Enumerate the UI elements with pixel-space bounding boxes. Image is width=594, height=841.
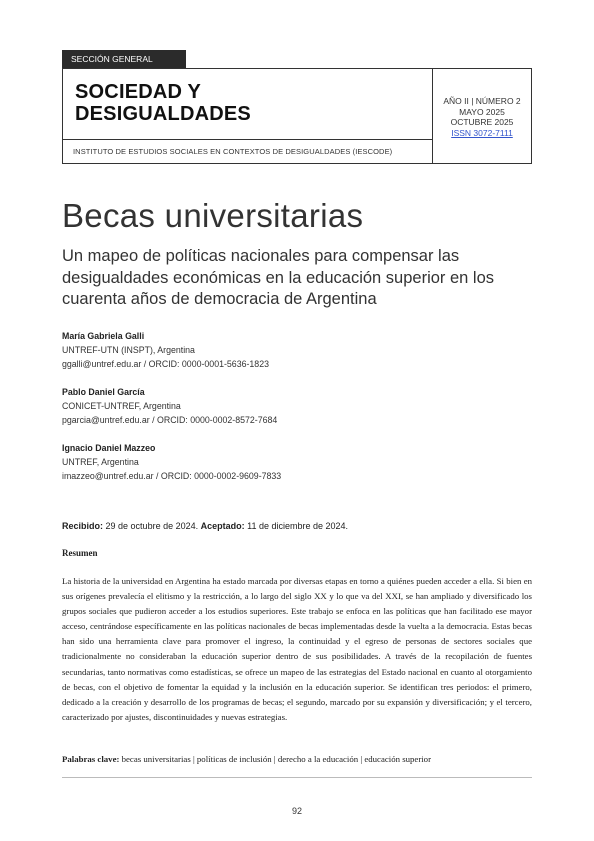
author-name: Pablo Daniel García <box>62 387 145 397</box>
author-name: María Gabriela Galli <box>62 331 145 341</box>
author-block <box>62 385 532 427</box>
accepted-label: Aceptado: <box>200 521 245 531</box>
page-number: 92 <box>291 806 302 816</box>
author-affiliation: UNTREF, Argentina <box>62 457 139 467</box>
author-affiliation: CONICET-UNTREF, Argentina <box>62 401 181 411</box>
author-contact: imazzeo@untref.edu.ar / ORCID: 0000-0002-9609-7833 <box>62 471 282 481</box>
author-contact: pgarcia@untref.edu.ar / ORCID: 0000-0002-8572-7684 <box>62 415 278 425</box>
journal-title <box>75 81 415 125</box>
keywords <box>62 754 532 764</box>
article-title: Becas universitarias <box>62 197 364 234</box>
author-list <box>62 329 532 497</box>
accepted-date: 11 de diciembre de 2024. <box>247 521 349 531</box>
subtitle-line: desigualdades económicas en la educación superior en los <box>62 268 495 287</box>
author-affiliation: UNTREF-UTN (INSPT), Argentina <box>62 345 195 355</box>
journal-title-line: SOCIEDAD Y <box>75 81 202 103</box>
keywords-label: Palabras clave: <box>62 754 120 764</box>
subtitle-line: Un mapeo de políticas nacionales para compensar las <box>62 247 460 265</box>
issue-date-line: OCTUBRE 2025 <box>450 117 514 127</box>
header-divider-horizontal <box>63 139 432 140</box>
subtitle-line: cuarenta años de democracia de Argentina <box>62 290 377 308</box>
abstract-heading: Resumen <box>62 548 98 558</box>
issn-link[interactable]: ISSN 3072-7111 <box>451 127 513 138</box>
author-block <box>62 329 532 371</box>
journal-header-box <box>62 68 532 164</box>
footer-divider <box>62 777 532 778</box>
received-date: 29 de octubre de 2024. <box>105 521 199 531</box>
abstract-text: La historia de la universidad en Argentina ha estado marcada por diversas etapas en torno a quiénes pueden acceder a ella. Si bien en sus orígenes prevalecía el elitismo y la restricción, a lo largo del siglo XX y lo que va del XXI, se han ampliado y diversificado los grupos sociales que pudieron acceder a los estudios superiores. Este trabajo se enfoca en las políticas que han facilitado ese mayor acceso, centrándose específicamente en las políticas nacionales de becas implementadas desde la vuelta a la democracia. Estas becas han sido una herramienta clave para promover el ingreso, la continuidad y el egreso de personas de sectores sociales que tradicionalmente no consideraban la educación superior dentro de sus posibilidades. A través de la recopilación de fuentes secundarias, tanto normativas como estadísticas, se ofrece un mapeo de las estrategias del Estado nacional en cuanto al otorgamiento de becas, con el objetivo de fomentar la equidad y la inclusión en la educación superior. Se identifican tres periodos: el primero, dedicado a la creación y desarrollo de los programas de becas; el segundo, marcado por su expansión y diversificación; y el tercero, caracterizado por ajustes, discontinuidades y nuevas estrategias. <box>62 576 532 722</box>
received-label: Recibido: <box>62 521 104 531</box>
journal-title-line: DESIGUALDADES <box>75 103 251 125</box>
institute-name: INSTITUTO DE ESTUDIOS SOCIALES EN CONTEXTOS DE DESIGUALDADES (IESCODE) <box>73 147 393 156</box>
issue-date-line: MAYO 2025 <box>459 106 505 117</box>
author-name: Ignacio Daniel Mazzeo <box>62 443 156 453</box>
submission-dates <box>62 521 348 531</box>
article-subtitle <box>62 246 532 311</box>
keywords-value: becas universitarias | políticas de inclusión | derecho a la educación | educación superior <box>121 754 432 764</box>
section-tag: SECCIÓN GENERAL <box>62 50 186 68</box>
journal-meta <box>433 96 531 138</box>
issue-line: AÑO II | NÚMERO 2 <box>443 96 521 106</box>
author-contact: ggalli@untref.edu.ar / ORCID: 0000-0001-5636-1823 <box>62 359 269 369</box>
author-block <box>62 441 532 483</box>
